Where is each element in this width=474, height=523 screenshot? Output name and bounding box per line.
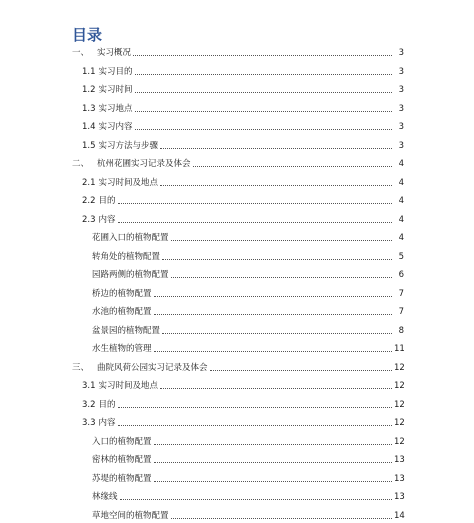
- toc-page-number: 12: [394, 436, 405, 447]
- toc-entry-number: 1.1: [82, 66, 96, 77]
- toc-entry[interactable]: [0, 118, 474, 132]
- toc-page-number: 4: [398, 159, 404, 169]
- toc-dot-leader: [118, 221, 392, 223]
- toc-entry-label: 花圃入口的植物配置: [92, 233, 169, 243]
- toc-entry[interactable]: [0, 155, 474, 169]
- toc-page-number: 5: [398, 251, 404, 262]
- toc-page-number: 6: [398, 270, 404, 280]
- toc-dot-leader: [154, 443, 392, 445]
- toc-entry-number: 二、: [72, 159, 90, 169]
- toc-entry-label: 实习内容: [98, 122, 133, 132]
- toc-dot-leader: [118, 202, 392, 204]
- toc-entry-label: 目的: [98, 196, 116, 206]
- toc-entry[interactable]: [0, 414, 474, 428]
- toc-entry[interactable]: [0, 266, 474, 280]
- toc-entry[interactable]: [0, 192, 474, 206]
- toc-entry-label: 林缘线: [92, 492, 118, 502]
- toc-dot-leader: [135, 91, 392, 93]
- toc-page-number: 7: [398, 288, 404, 299]
- toc-page-number: 13: [394, 492, 405, 502]
- toc-entry[interactable]: [0, 322, 474, 336]
- toc-dot-leader: [118, 424, 392, 426]
- toc-page-number: 12: [394, 418, 405, 428]
- toc-dot-leader: [210, 369, 392, 371]
- toc-entry[interactable]: [0, 229, 474, 243]
- toc-entry-number: 2.2: [82, 196, 96, 206]
- toc-entry[interactable]: [0, 377, 474, 391]
- toc-dot-leader: [154, 350, 392, 352]
- toc-dot-leader: [133, 54, 392, 56]
- toc-page-number: 4: [398, 196, 404, 206]
- toc-dot-leader: [162, 332, 392, 334]
- toc-entry-label: 桥边的植物配置: [92, 288, 152, 299]
- toc-dot-leader: [162, 258, 392, 260]
- toc-entry-label: 目的: [98, 399, 116, 410]
- toc-page-number: 3: [398, 48, 404, 58]
- toc-dot-leader: [154, 295, 392, 297]
- toc-dot-leader: [193, 165, 392, 167]
- toc-entry-label: 水生植物的管理: [92, 344, 152, 354]
- toc-entry-label: 实习方法与步骤: [98, 140, 159, 151]
- toc-page-number: 3: [398, 85, 404, 95]
- toc-dot-leader: [120, 498, 392, 500]
- toc-page-number: 14: [394, 510, 405, 521]
- toc-entry-label: 实习目的: [98, 66, 133, 77]
- page-title: 目录: [72, 26, 103, 44]
- toc-entry-label: 园路两侧的植物配置: [92, 270, 169, 280]
- toc-entry-label: 水池的植物配置: [92, 307, 152, 317]
- toc-entry[interactable]: [0, 359, 474, 373]
- toc-dot-leader: [160, 387, 392, 389]
- toc-dot-leader: [160, 184, 392, 186]
- toc-entry-number: 3.1: [82, 381, 96, 391]
- toc-entry-number: 1.2: [82, 85, 96, 95]
- toc-entry-label: 密林的植物配置: [92, 455, 152, 465]
- toc-entry-label: 内容: [98, 418, 116, 428]
- toc-dot-leader: [171, 517, 392, 519]
- toc-entry-label: 草地空间的植物配置: [92, 510, 169, 521]
- toc-entry[interactable]: [0, 303, 474, 317]
- toc-entry[interactable]: [0, 285, 474, 299]
- toc-entry[interactable]: [0, 100, 474, 114]
- toc-entry-number: 三、: [72, 362, 90, 373]
- toc-dot-leader: [135, 110, 392, 112]
- toc-dot-leader: [154, 480, 392, 482]
- toc-entry[interactable]: [0, 470, 474, 484]
- toc-entry-number: 3.2: [82, 399, 96, 410]
- toc-entry-label: 曲院风荷公园实习记录及体会: [97, 362, 208, 373]
- toc-page-number: 4: [398, 177, 404, 188]
- toc-page-number: 12: [394, 362, 405, 373]
- toc-entry-label: 实习概况: [97, 48, 132, 58]
- toc-entry-label: 实习地点: [98, 103, 133, 114]
- toc-dot-leader: [160, 147, 392, 149]
- toc-entry-label: 实习时间及地点: [98, 177, 159, 188]
- toc-page-number: 3: [398, 66, 404, 77]
- toc-entry-number: 1.4: [82, 122, 96, 132]
- toc-entry[interactable]: [0, 137, 474, 151]
- toc-page-number: 4: [398, 233, 404, 243]
- toc-entry[interactable]: [0, 396, 474, 410]
- toc-dot-leader: [135, 73, 392, 75]
- toc-page-number: 13: [394, 473, 405, 484]
- toc-entry[interactable]: [0, 340, 474, 354]
- toc-page-number: 3: [398, 122, 404, 132]
- toc-entry[interactable]: [0, 174, 474, 188]
- toc-page-number: 7: [398, 307, 404, 317]
- toc-entry[interactable]: [0, 507, 474, 521]
- toc-entry[interactable]: [0, 433, 474, 447]
- toc-entry-number: 一、: [72, 48, 90, 58]
- toc-entry[interactable]: [0, 81, 474, 95]
- toc-page-number: 11: [394, 344, 405, 354]
- toc-page-number: 13: [394, 455, 405, 465]
- toc-entry-number: 1.5: [82, 140, 96, 151]
- toc-entry-label: 杭州花圃实习记录及体会: [97, 159, 191, 169]
- toc-entry[interactable]: [0, 451, 474, 465]
- toc-page-number: 12: [394, 399, 405, 410]
- toc-dot-leader: [154, 461, 392, 463]
- toc-page-number: 3: [398, 140, 404, 151]
- toc-page-number: 4: [398, 214, 404, 225]
- toc-dot-leader: [118, 406, 392, 408]
- toc-page-number: 12: [394, 381, 405, 391]
- toc-dot-leader: [171, 239, 392, 241]
- toc-dot-leader: [154, 313, 392, 315]
- toc-entry[interactable]: [0, 63, 474, 77]
- toc-dot-leader: [135, 128, 392, 130]
- toc-entry-label: 实习时间: [98, 85, 133, 95]
- toc-entry-label: 苏堤的植物配置: [92, 473, 152, 484]
- toc-entry-label: 内容: [98, 214, 116, 225]
- toc-entry[interactable]: [0, 211, 474, 225]
- toc-entry[interactable]: [0, 488, 474, 502]
- toc-entry-number: 3.3: [82, 418, 96, 428]
- toc-entry-number: 2.3: [82, 214, 96, 225]
- toc-page-number: 3: [398, 103, 404, 114]
- toc-entry-label: 盆景园的植物配置: [92, 325, 161, 336]
- toc-dot-leader: [171, 276, 392, 278]
- toc-entry-label: 转角处的植物配置: [92, 251, 161, 262]
- toc-page-number: 8: [398, 325, 404, 336]
- toc-entry-number: 2.1: [82, 177, 96, 188]
- toc-entry-number: 1.3: [82, 103, 96, 114]
- toc-entry[interactable]: [0, 44, 474, 58]
- toc-entry-label: 实习时间及地点: [98, 381, 159, 391]
- toc-entry[interactable]: [0, 248, 474, 262]
- toc-entry-label: 入口的植物配置: [92, 436, 152, 447]
